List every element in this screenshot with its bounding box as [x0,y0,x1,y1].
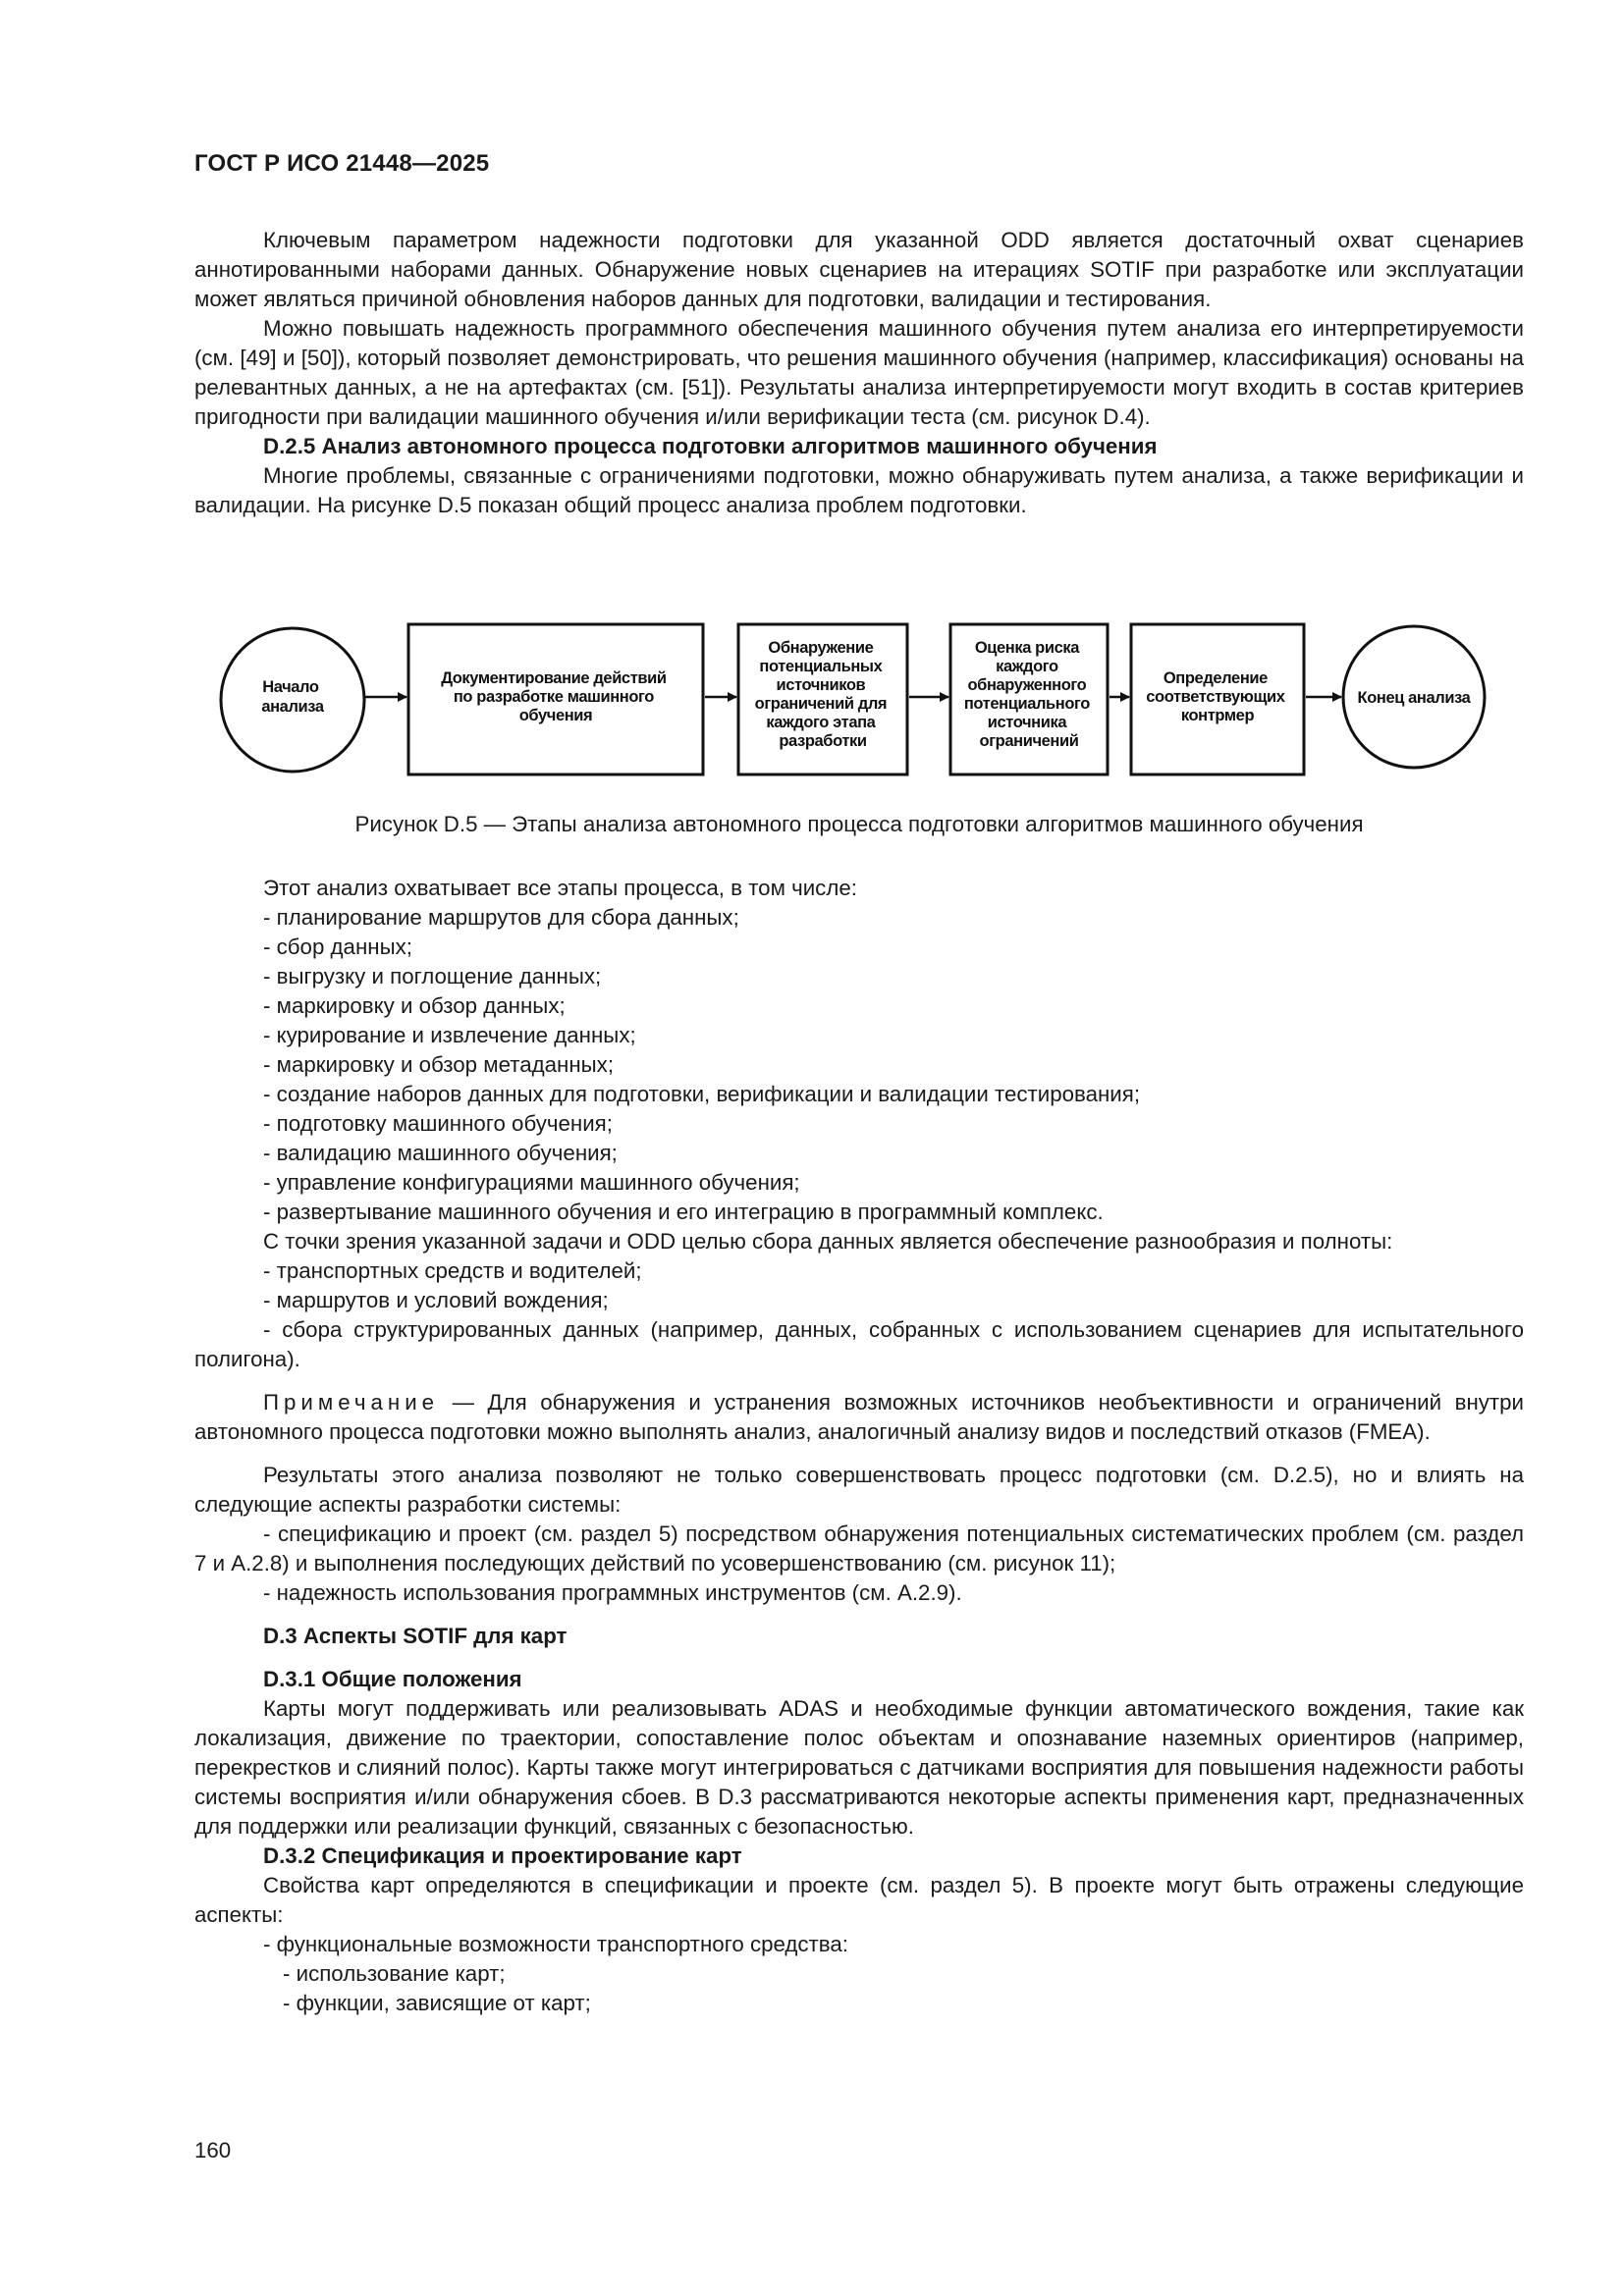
list-item: - сбор данных; [263,934,412,959]
paragraph: Результаты этого анализа позволяют не только совершенствовать процесс подготовки (см. D.2.5), но и влиять на следующие аспекты разработки системы: [194,1463,1524,1517]
note-label: Примечание [263,1390,440,1415]
text-block-main [194,874,1524,2018]
list-item: - выгрузку и поглощение данных; [263,964,602,988]
list-item: - подготовку машинного обучения; [263,1111,613,1136]
node-countermeasures [1131,624,1304,774]
label-line: ограничений [979,732,1079,750]
list-item: - транспортных средств и водителей; [263,1258,642,1283]
node-start [221,628,364,772]
label-line: Обнаружение [768,639,874,657]
label-line: источника [987,714,1067,731]
paragraph: Этот анализ охватывает все этапы процесса, в том числе: [263,876,857,900]
label-line: каждого этапа [766,714,876,731]
label-line: обучения [518,707,593,724]
label-line: анализа [261,698,324,716]
label-line: разработки [779,732,867,750]
node-risk-assessment-label [964,639,1094,750]
document-header: ГОСТ Р ИСО 21448—2025 [194,150,490,177]
list-item: - маршрутов и условий вождения; [263,1288,609,1312]
node-end [1343,626,1485,768]
label-line: источников [776,676,866,694]
label-line: Начало [262,678,319,696]
note-text: — Для обнаружения и устранения возможных источников необъективности и ограничений внутри автономного процесса подготовки можно выполнять анализ, аналогичный анализу видов и последствий отказов (FMEA). [194,1390,1524,1444]
list-item: - надежность использования программных инструментов (см. A.2.9). [263,1580,962,1605]
paragraph: Можно повышать надежность программного обеспечения машинного обучения путем анализа его интерпретируемости (см. [49] и [50]), который позволяет демонстрировать, что решения машинного обучения (например, классификация) основаны на релевантных данных, а не на артефактах (см. [51]). Результаты анализа интерпретируемости могут входить в состав критериев пригодности при валидации машинного обучения и/или верификации теста (см. рисунок D.4). [194,316,1524,429]
label-line: по разработке машинного [453,688,654,706]
label-line: соответствующих [1146,688,1285,706]
section-heading-d31: D.3.1 Общие положения [263,1667,522,1691]
list-item-sub: - функции, зависящие от карт; [283,1991,591,2015]
list-item: - маркировку и обзор данных; [263,993,566,1018]
label-line: каждого [996,658,1058,675]
paragraph: Многие проблемы, связанные с ограничениями подготовки, можно обнаруживать путем анализа, а также верификации и валидации. На рисунке D.5 показан общий процесс анализа проблем подготовки. [194,463,1524,517]
label-line: потенциальных [759,658,883,675]
list-item: - маркировку и обзор метаданных; [263,1052,615,1077]
paragraph: Свойства карт определяются в спецификации и проекте (см. раздел 5). В проекте могут быть отражены следующие аспекты: [194,1873,1524,1927]
label-line: Конец анализа [1357,689,1471,707]
page-number: 160 [194,2138,232,2163]
label-line: потенциального [963,695,1090,713]
note-paragraph [194,1388,1524,1447]
list-item: - сбора структурированных данных (например, данных, собранных с использованием сценариев для испытательного полигона). [194,1317,1524,1371]
paragraph: Ключевым параметром надежности подготовки для указанной ODD является достаточный охват сценариев аннотированными наборами данных. Обнаружение новых сценариев на итерациях SOTIF при разработке или эксплуатации может являться причиной обновления наборов данных для подготовки, валидации и тестирования. [194,228,1524,311]
section-heading-d3: D.3 Аспекты SOTIF для карт [263,1624,568,1648]
label-line: Документирование действий [441,669,667,687]
list-item-sub: - использование карт; [283,1961,506,1986]
list-item: - планирование маршрутов для сбора данных; [263,905,739,930]
list-item: - функциональные возможности транспортного средства: [263,1932,848,1956]
node-risk-assessment [950,624,1108,774]
node-end-label [1358,689,1472,707]
label-line: обнаруженного [967,676,1087,694]
process-flow-diagram [0,0,1624,825]
label-line: Оценка риска [974,639,1079,657]
list-item: - управление конфигурациями машинного обучения; [263,1170,800,1195]
node-detect-sources [738,624,907,774]
label-line: ограничений для [754,695,888,713]
node-document-actions [408,624,703,774]
list-item: - развертывание машинного обучения и его интеграцию в программный комплекс. [263,1200,1104,1224]
paragraph: С точки зрения указанной задачи и ODD целью сбора данных является обеспечение разнообразия и полноты: [263,1229,1393,1254]
list-item: - создание наборов данных для подготовки, верификации и валидации тестирования; [263,1082,1141,1106]
section-heading-d32: D.3.2 Спецификация и проектирование карт [263,1843,742,1868]
section-heading-d25: D.2.5 Анализ автономного процесса подготовки алгоритмов машинного обучения [263,434,1158,458]
label-line: Определение [1163,669,1268,687]
list-item: - валидацию машинного обучения; [263,1141,618,1165]
figure-caption: Рисунок D.5 — Этапы анализа автономного процесса подготовки алгоритмов машинного обучения [354,812,1364,836]
label-line: контрмер [1180,707,1255,724]
paragraph: Карты могут поддерживать или реализовывать ADAS и необходимые функции автоматического вождения, такие как локализация, движение по траектории, сопоставление полос объектам и опознавание наземных ориентиров (например, перекрестков и слияний полос). Карты также могут интегрироваться с датчиками восприятия для повышения надежности работы системы восприятия и/или обнаружения сбоев. В D.3 рассматриваются некоторые аспекты применения карт, предназначенных для поддержки или реализации функций, связанных с безопасностью. [194,1696,1524,1839]
list-item: - спецификацию и проект (см. раздел 5) посредством обнаружения потенциальных систематических проблем (см. раздел 7 и A.2.8) и выполнения последующих действий по усовершенствованию (см. рисунок 11); [194,1522,1524,1575]
list-item: - курирование и извлечение данных; [263,1023,636,1047]
